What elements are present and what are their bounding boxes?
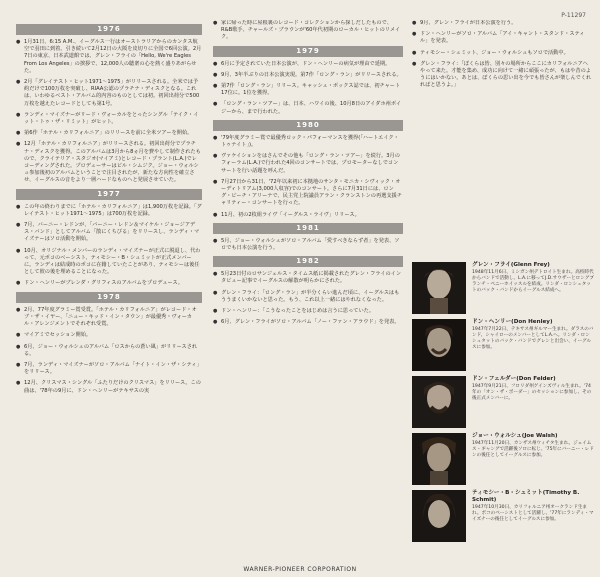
timeline-entry: ● 6月、ジョー・ウォルシュのアルバム「ロスからの蒼い風」がリリースされる。 xyxy=(16,344,202,358)
member-photo xyxy=(412,433,466,485)
timeline-entry: ● 12月、クリスマス・シングル「ふたりだけのクリスマス」をリリース。この曲は、'78年の9月に、ドン・ヘンリーがテキサスの実 xyxy=(16,380,202,394)
timeline-entry: ● ドン・ヘンリー：「こうなったことをはじめは言うに思っていた。 xyxy=(213,308,403,315)
timeline-entry: ● 12月「ホテル・カリフォルニア」がリリースされる。初回出荷分でプラチナ・ディスクを獲得。このアルバムは3月から8ヵ月を費やして制作されたもので、クライテリア・スタジオ(マイアミ)とレコード・プラント(L.A.)でレコーディングされた。プロデューサーはビル・シムジク。ジョー・ウォルシュ参加後初のアルバムということで注目されたが、新たな方向性を確立させ、イーグルスの音をより一層ハードなものへと発展させていた。 xyxy=(16,141,202,184)
timeline-entry: ● ヴァケイションをはさんでその他も「ロング・ラン・ツアー」を続行。3月のフォーラム(L.A.)で行われた4回のコンサートでは、プロモーターなしでコンサートを行い話題を呼んだ。 xyxy=(213,153,403,175)
timeline-entry: ● 10月、オリジナル・メンバーのランディ・マイズナーが正式に脱退し、代わって、元ポコのベーシスト、ティモシー・B・シュミットが正式メンバーに。ランディは結成時のポコに在籍していたことがあり、ティモシーは後任として彼の後を埋めることになった。 xyxy=(16,248,202,277)
timeline-entry: ● 1月31日、6:15 A.M.、イーグルス一行はオーストラリアからのカンタス航空で羽田に到着。引き続いて2月12日の大阪を皮切りに全国で6回公演。2月7日の東京、日本武道館では、グレン・フライの「Hello, We're Eagles From Los Angeles」の挨拶で、12,000人の聴衆の心を熱く盛りあがらせた。 xyxy=(16,39,202,75)
member-name: ドン・フェルダー(Don Felder) xyxy=(472,376,556,382)
year-1978-list xyxy=(16,307,202,395)
timeline-entry: ● 7月、バーニー・レドンが、「バーニー・レドン＆マイケル・ジョージアデス・バンド」としてアルバム「散にくちびる」をリリースし、ランディ・マイズナーはソロ活動を開始。 xyxy=(16,222,202,244)
member-profile xyxy=(412,490,596,544)
timeline-entry: ● 6月、グレン・フライがソロ・アルバム「ノー・ファン・アラウド」を発表。 xyxy=(213,319,403,326)
timeline-entry: ● ティモシー・シュミット、ジョー・ウォルシュもソロで活動中。 xyxy=(412,50,592,57)
member-profile xyxy=(412,319,596,373)
member-bio: 1947年7月22日、テキサス州ギルマー生まれ。ダラスのバンド、シャイローのメンバーとしてL.A.へ。リンダ・ロンシュタットのバック・バンドでグレンと出会い、イーグルスに参加。 xyxy=(472,327,594,350)
year-1982-list xyxy=(213,271,403,326)
member-bio: 1947年9月21日、フロリダ州ゲインズヴィル生まれ。'74年の「オン・ザ・ボーダー」のセッションに参加し、その後正式メンバーに。 xyxy=(472,384,592,401)
timeline-entry: ● この年の終わりまでに「ホテル・カリフォルニア」は1,900万枚を記録。「グレイテスト・ヒット1971〜1975」は700万枚を記録。 xyxy=(16,204,202,218)
year-1979-list xyxy=(213,61,403,116)
timeline-entry: ● 9月、グレン・フライが日本公演を行う。 xyxy=(412,20,592,27)
timeline-entry: ● 5月23日付のロサンジェルス・タイムス紙に掲載されたグレン・フライのインタビュー記事でイーグルスの解散が明らかにされた。 xyxy=(213,271,403,285)
member-bio: 1947年10月30日、カリフォルニア州オークランド生まれ。ポコのベーシストとして活躍し、'77年にランディ・マイズナーの後任としてイーグルスに参加。 xyxy=(472,505,594,522)
column-3 xyxy=(412,20,592,256)
year-1981-list xyxy=(213,238,403,252)
year-header-1981: 1981 xyxy=(213,223,403,234)
timeline-entry: ● ランディ・マイズナーがリード・ヴォーカルをとったシングル「テイク・イット・トゥ・ザ・リミット」がヒット。 xyxy=(16,112,202,126)
member-profile xyxy=(412,433,596,487)
timeline-entry: ● ドン・ヘンリーがブレンダ・グリフィスのアルバムをプロデュース。 xyxy=(16,280,202,287)
timeline-entry: ● 第6作「ホテル・カリフォルニア」のリリースを前に全米ツアーを開始。 xyxy=(16,130,202,137)
member-name: グレン・フライ(Glenn Frey) xyxy=(472,262,550,268)
timeline-entry: ● 6月に予定されていた日本公演が、ドン・ヘンリーの病気が理由で延期。 xyxy=(213,61,403,68)
member-bio: 1948年11月6日、ミシガン州デトロイト生まれ。高校時代からバンドで活動し、L.A.に移ってJ.D.サウザーとロングブランチ・ペニーホイッスルを結成。リンダ・ロンシュタットのバック・バンドからイーグルス結成へ。 xyxy=(472,270,594,293)
timeline-entry: ● マイアミでセッション開始。 xyxy=(16,332,202,339)
member-photo xyxy=(412,490,466,542)
timeline-entry: ● グレン・フライ：「ロング・ラン」が半分くらい進んだ頃に、イーグルスはもううまくいかないと思った。もう、これ以上一緒にはやれなくなった。 xyxy=(213,290,403,304)
publisher-footer: WARNER-PIONEER CORPORATION xyxy=(243,566,357,573)
timeline-entry: ● 「ロング・ラン・ツアー」は、日本、ハワイの後、10月8日のアイダホ州ボイジーから、まで行われた。 xyxy=(213,101,403,115)
year-header-1979: 1979 xyxy=(213,46,403,57)
quote-entry: ● グレン・フライ：「ぼくらは皆、別々の場所からここにカリフォルニアへやって来た。才能を集め、成功に向けて一緒に頑張ったが、もはや昔のようにはいかない。あとは、ぼくらの思い出を今でも皆さんが楽しんでくれればと思うよ。」 xyxy=(412,61,592,90)
year-header-1980: 1980 xyxy=(213,120,403,131)
timeline-entry: ● 家に帰った時に屋根裏のレコード・コレクションから探しだしたもので、R&B歌手、チャールズ・ブラウンが'60年代初期のローカル・ヒットのリメイク。 xyxy=(213,20,403,42)
member-profile xyxy=(412,376,596,430)
timeline-entry: ● 第7作「ロング・ラン」リリース。キャッシュ・ボックス誌では、初チャート17位に。1位を獲得。 xyxy=(213,83,403,97)
column-1 xyxy=(16,20,202,399)
timeline-entry: ● 7月27日から31日、'72年以来初に本拠地のサンタ・モニカ・シヴィック・オーディトリアム(3,000人収容)でのコンサート。さらに7月31日には、ロング・ビーチ・アリーナで、民主党上院議員アラン・クランストンの再選支援チャリティー・コンサートを行った。 xyxy=(213,179,403,208)
timeline-entry: ● 7月、ランディ・マイズナーがソロ・アルバム「ナイト・イン・ザ・シティ」をリリース。 xyxy=(16,362,202,376)
year-header-1977: 1977 xyxy=(16,189,202,200)
member-profile xyxy=(412,262,596,316)
year-1980-list xyxy=(213,135,403,219)
column-2 xyxy=(213,20,403,330)
year-header-1982: 1982 xyxy=(213,256,403,267)
catalog-code: P-11297 xyxy=(561,12,586,19)
timeline-entry: ● ドン・ヘンリーがソロ・アルバム「アイ・キャント・スタンド・スティル」を発表。 xyxy=(412,31,592,45)
year-1976-list xyxy=(16,39,202,185)
year-header-1978: 1978 xyxy=(16,292,202,303)
timeline-entry: ● 11月、初の2枚組ライヴ「イーグルス・ライヴ」リリース。 xyxy=(213,212,403,219)
year-1977-list xyxy=(16,204,202,288)
member-bio: 1947年11月20日、カンザス州ウィチタ生まれ。ジェイムス・ギャングで活躍後ソロに転じ、'75年にバーニー・レドンの後任としてイーグルスに参加。 xyxy=(472,441,594,458)
member-photo xyxy=(412,319,466,371)
timeline-entry: ● 5月、ジョー・ウォルシュがソロ・アルバム「愛すべきならず者」を発表、ソロでも日本公演を行う。 xyxy=(213,238,403,252)
member-photo xyxy=(412,376,466,428)
timeline-entry: ● 2月、77年度グラミー賞受賞。「ホテル・カリフォルニア」がレコード・オブ・ザ・イヤー、「ニュー・キッド・イン・タウン」が最優秀・ヴォーカル・アレンジメントでそれぞれ受賞。 xyxy=(16,307,202,329)
timeline-entry: ● '79年度グラミー賞で最優秀ロック・パフォーマンスを獲得(「ハートエイク・トゥナイト」)。 xyxy=(213,135,403,149)
member-name: ティモシー・B・シュミット(Timothy B. Schmit) xyxy=(472,490,580,503)
member-name: ジョー・ウォルシュ(Joe Walsh) xyxy=(472,433,558,439)
timeline-entry: ● 2月「グレイテスト・ヒット1971〜1975」がリリースされる。全米では予約だけで100万枚を突破し、RIAA公認のプラチナ・ディスクとなる。これは、いわゆるベスト・アルバム的内容のものとしては初。初回出荷分で500万枚を越えたレコードとしても第1号。 xyxy=(16,79,202,108)
member-name: ドン・ヘンリー(Don Henley) xyxy=(472,319,553,325)
member-photo xyxy=(412,262,466,314)
year-header-1976: 1976 xyxy=(16,24,202,35)
timeline-entry: ● 9月、3年半ぶりの日本公演実現。第7作「ロング・ラン」がリリースされる。 xyxy=(213,72,403,79)
member-profiles xyxy=(412,262,596,547)
